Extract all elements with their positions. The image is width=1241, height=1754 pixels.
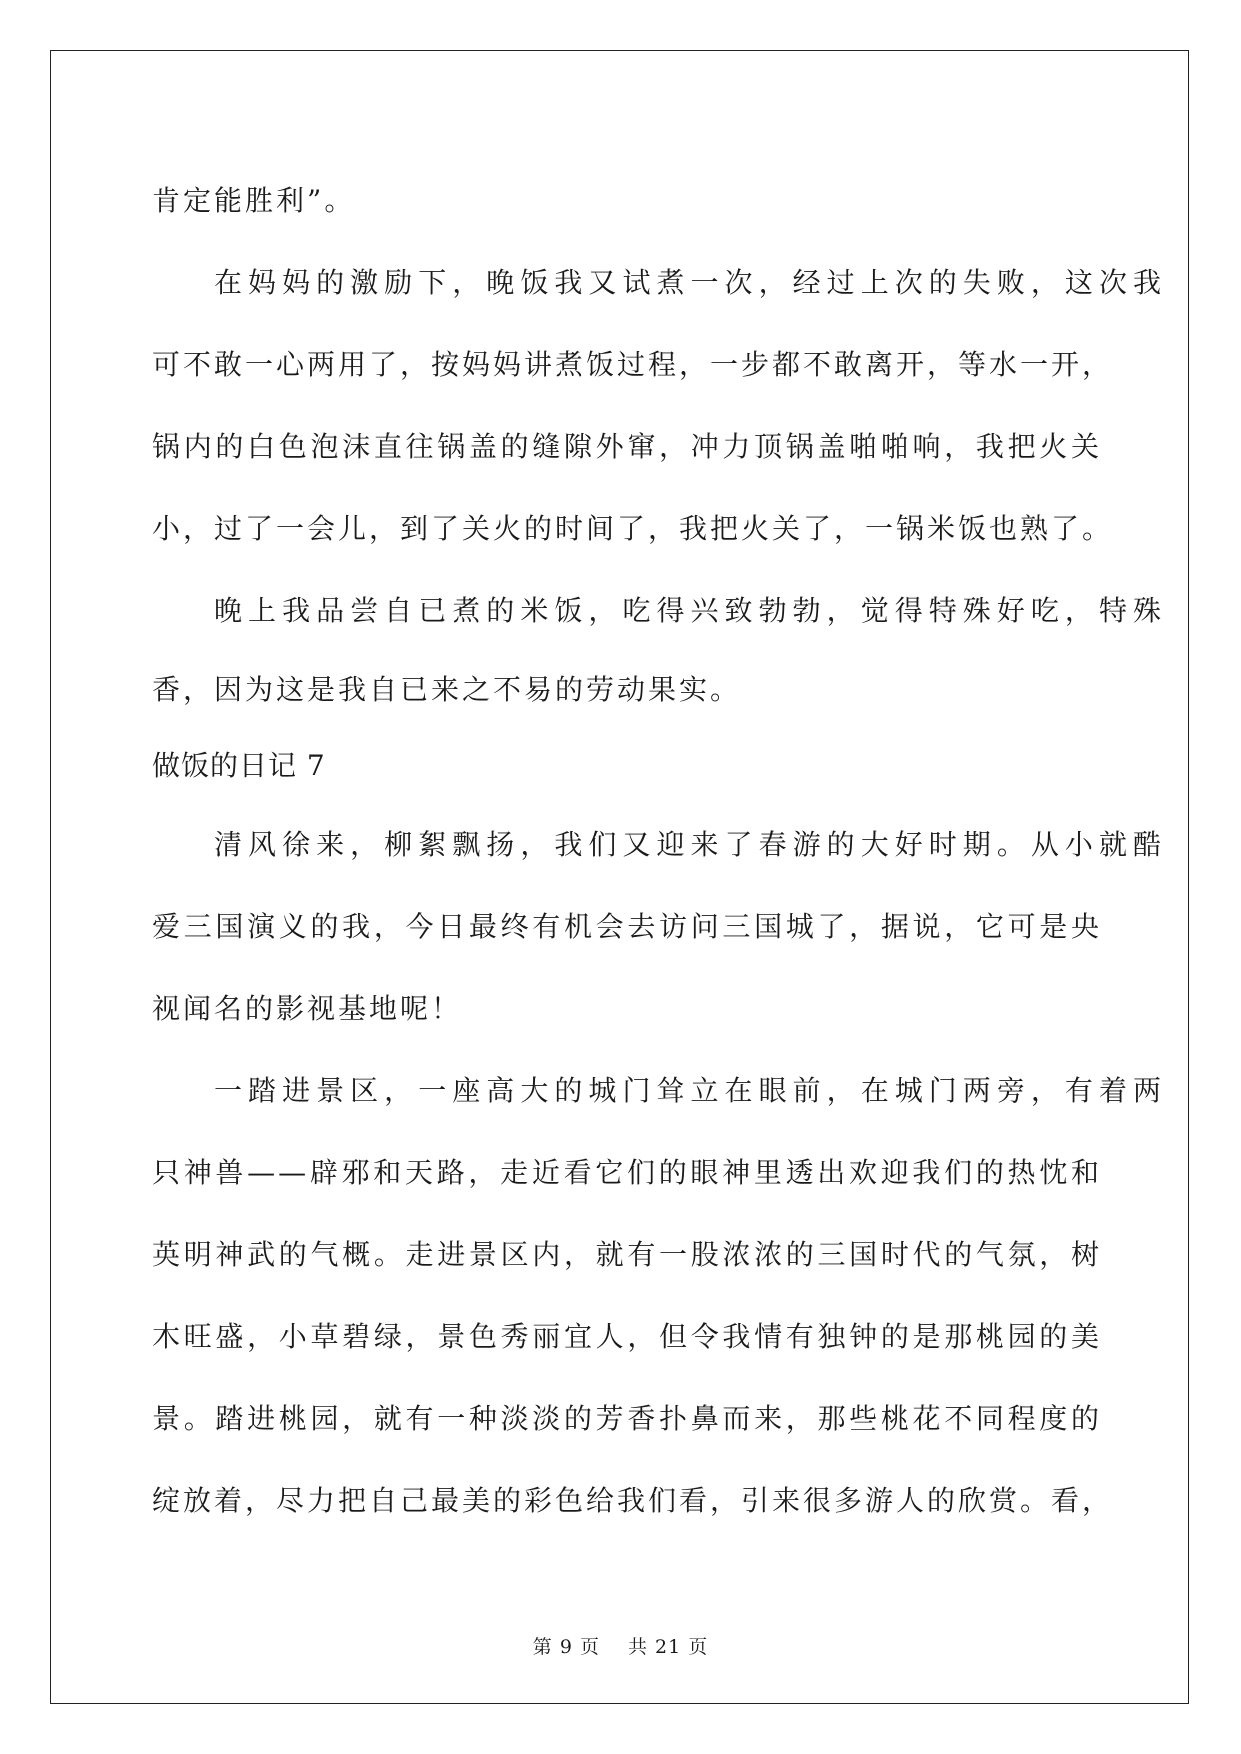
paragraph-line: 只神兽——辟邪和天路，走近看它们的眼神里透出欢迎我们的热忱和	[152, 1156, 1102, 1189]
paragraph-line: 爱三国演义的我，今日最终有机会去访问三国城了，据说，它可是央	[152, 910, 1102, 943]
paragraph-line: 在妈妈的激励下，晚饭我又试煮一次，经过上次的失败，这次我	[214, 266, 1164, 299]
page-number: 第 9 页	[532, 1636, 600, 1658]
section-heading: 做饭的日记 7	[152, 749, 326, 782]
paragraph-line: 绽放着，尽力把自己最美的彩色给我们看，引来很多游人的欣赏。看，	[152, 1484, 1114, 1517]
paragraph-line: 晚上我品尝自已煮的米饭，吃得兴致勃勃，觉得特殊好吃，特殊	[214, 594, 1164, 627]
paragraph-line: 香，因为这是我自已来之不易的劳动果实。	[152, 673, 742, 706]
page-total: 共 21 页	[627, 1636, 709, 1658]
paragraph-line: 英明神武的气概。走进景区内，就有一股浓浓的三国时代的气氛，树	[152, 1238, 1102, 1271]
paragraph-line: 清风徐来，柳絮飘扬，我们又迎来了春游的大好时期。从小就酷	[214, 828, 1164, 861]
paragraph-line: 肯定能胜利”。	[152, 184, 356, 217]
paragraph-line: 视闻名的影视基地呢！	[152, 992, 463, 1025]
paragraph-line: 锅内的白色泡沫直往锅盖的缝隙外窜，冲力顶锅盖啪啪响，我把火关	[152, 430, 1102, 463]
document-body	[152, 160, 1164, 1542]
paragraph-line: 景。踏进桃园，就有一种淡淡的芳香扑鼻而来，那些桃花不同程度的	[152, 1402, 1102, 1435]
paragraph-line: 木旺盛，小草碧绿，景色秀丽宜人，但令我情有独钟的是那桃园的美	[152, 1320, 1102, 1353]
paragraph-line: 一踏进景区，一座高大的城门耸立在眼前，在城门两旁，有着两	[214, 1074, 1164, 1107]
paragraph-line: 小，过了一会儿，到了关火的时间了，我把火关了，一锅米饭也熟了。	[152, 512, 1114, 545]
page-footer	[0, 1632, 1241, 1659]
paragraph-line: 可不敢一心两用了，按妈妈讲煮饭过程，一步都不敢离开，等水一开，	[152, 348, 1114, 381]
